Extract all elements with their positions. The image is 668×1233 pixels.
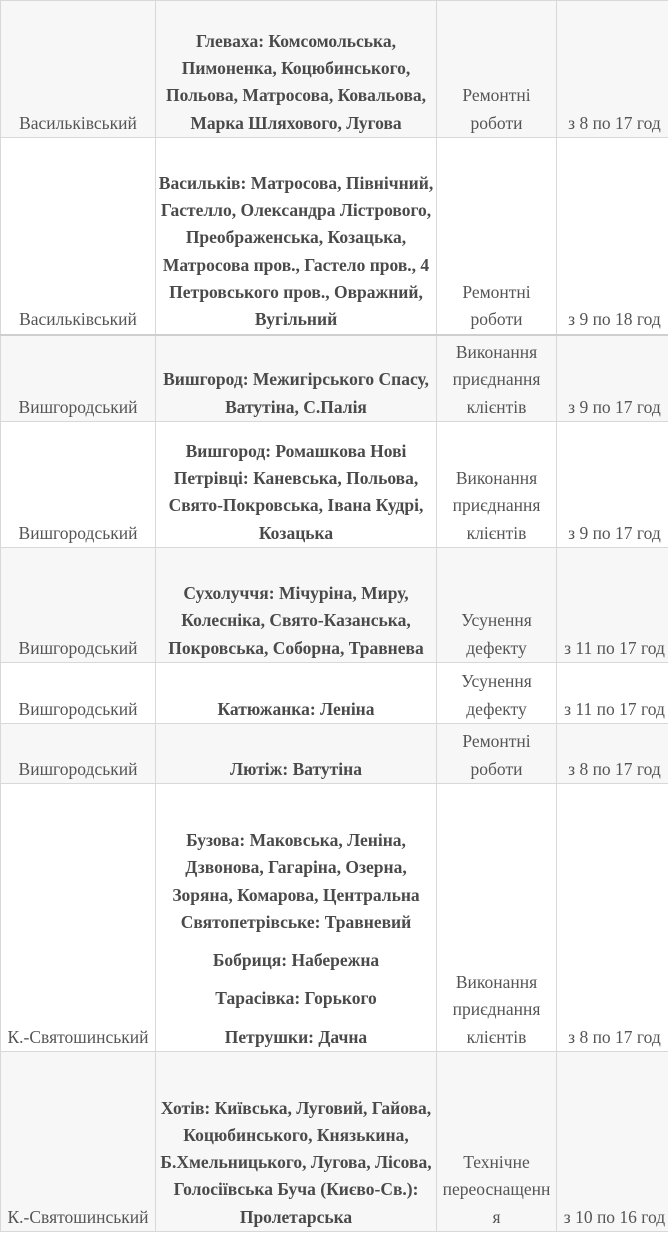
district-cell: Васильківський [1, 1, 156, 138]
address-cell [156, 724, 437, 784]
address-cell [156, 422, 437, 548]
address-text: Петрушки: Дачна [224, 1026, 368, 1047]
time-cell: з 8 по 17 год [557, 724, 668, 784]
reason-cell: Ремонтні роботи [437, 724, 557, 784]
district-cell: К.-Святошинський [1, 1052, 156, 1232]
reason-cell: Виконання приєднання клієнтів [437, 784, 557, 1052]
table-row [1, 724, 668, 784]
reason-cell: Ремонтні роботи [437, 1, 557, 138]
table-row [1, 784, 668, 1052]
table-row [1, 548, 668, 663]
table-row [1, 1052, 668, 1232]
table-row [1, 1, 668, 138]
table-body [1, 1, 668, 1232]
address-text: Вишгород: Ромашкова Нові Петрівці: Каневська, Польова, Свято-Покровська, Івана Кудрі, Козацька [168, 440, 424, 543]
time-cell: з 10 по 16 год [557, 1052, 668, 1232]
table-row [1, 663, 668, 724]
address-text: Сухолуччя: Мічуріна, Миру, Колесніка, Свято-Казанська, Покровська, Соборна, Травнева [168, 583, 424, 658]
address-text: Бобриця: Набережна [212, 950, 380, 971]
address-text: Васильків: Матросова, Північний, Гастелло, Олександра Лістрового, Преображенська, Козацька, Матросова пров., Гастело пров., 4 Петровського пров., Овражний, Вугільний [158, 172, 434, 330]
address-text: Глеваха: Комсомольська, Пимоненка, Коцюбинського, Польова, Матросова, Ковальова, Марка Шляхового, Лугова [165, 30, 427, 133]
address-text: Вишгород: Межигірського Спасу, Ватутіна, С.Палія [163, 369, 429, 417]
reason-cell: Виконання приєднання клієнтів [437, 422, 557, 548]
district-cell: Вишгородський [1, 548, 156, 663]
time-cell: з 9 по 18 год [557, 138, 668, 335]
reason-cell: Виконання приєднання клієнтів [437, 335, 557, 422]
reason-cell: Ремонтні роботи [437, 138, 557, 335]
address-text: Хотів: Київська, Луговий, Гайова, Коцюбинського, Князькина, Б.Хмельницького, Лугова, Лісова, Голосіївська Буча (Києво-Св.): Пролетарська [160, 1097, 432, 1227]
reason-cell: Усунення дефекту [437, 548, 557, 663]
address-cell [156, 663, 437, 724]
district-cell: Вишгородський [1, 422, 156, 548]
address-cell [156, 1, 437, 138]
address-cell [156, 1052, 437, 1232]
time-cell: з 11 по 17 год [557, 548, 668, 663]
reason-cell: Технічне переоснащення [437, 1052, 557, 1232]
district-cell: Вишгородський [1, 663, 156, 724]
table-row [1, 422, 668, 548]
address-text: Бузова: Маковська, Леніна, Дзвонова, Гагаріна, Озерна, Зоряна, Комарова, Центральна Святопетрівське: Травневий [172, 829, 420, 932]
reason-cell: Усунення дефекту [437, 663, 557, 724]
time-cell: з 8 по 17 год [557, 784, 668, 1052]
address-text: Лютіж: Ватутіна [230, 758, 362, 779]
time-cell: з 8 по 17 год [557, 1, 668, 138]
table-row [1, 138, 668, 335]
address-text: Тарасівка: Горького [215, 988, 377, 1009]
time-cell: з 11 по 17 год [557, 663, 668, 724]
address-cell [156, 548, 437, 663]
time-cell: з 9 по 17 год [557, 335, 668, 422]
address-text: Катюжанка: Леніна [217, 698, 375, 719]
table-row [1, 335, 668, 422]
district-cell: Васильківський [1, 138, 156, 335]
district-cell: Вишгородський [1, 724, 156, 784]
address-cell [156, 138, 437, 335]
district-cell: К.-Святошинський [1, 784, 156, 1052]
address-cell [156, 335, 437, 422]
address-cell [156, 784, 437, 1052]
time-cell: з 9 по 17 год [557, 422, 668, 548]
district-cell: Вишгородський [1, 335, 156, 422]
